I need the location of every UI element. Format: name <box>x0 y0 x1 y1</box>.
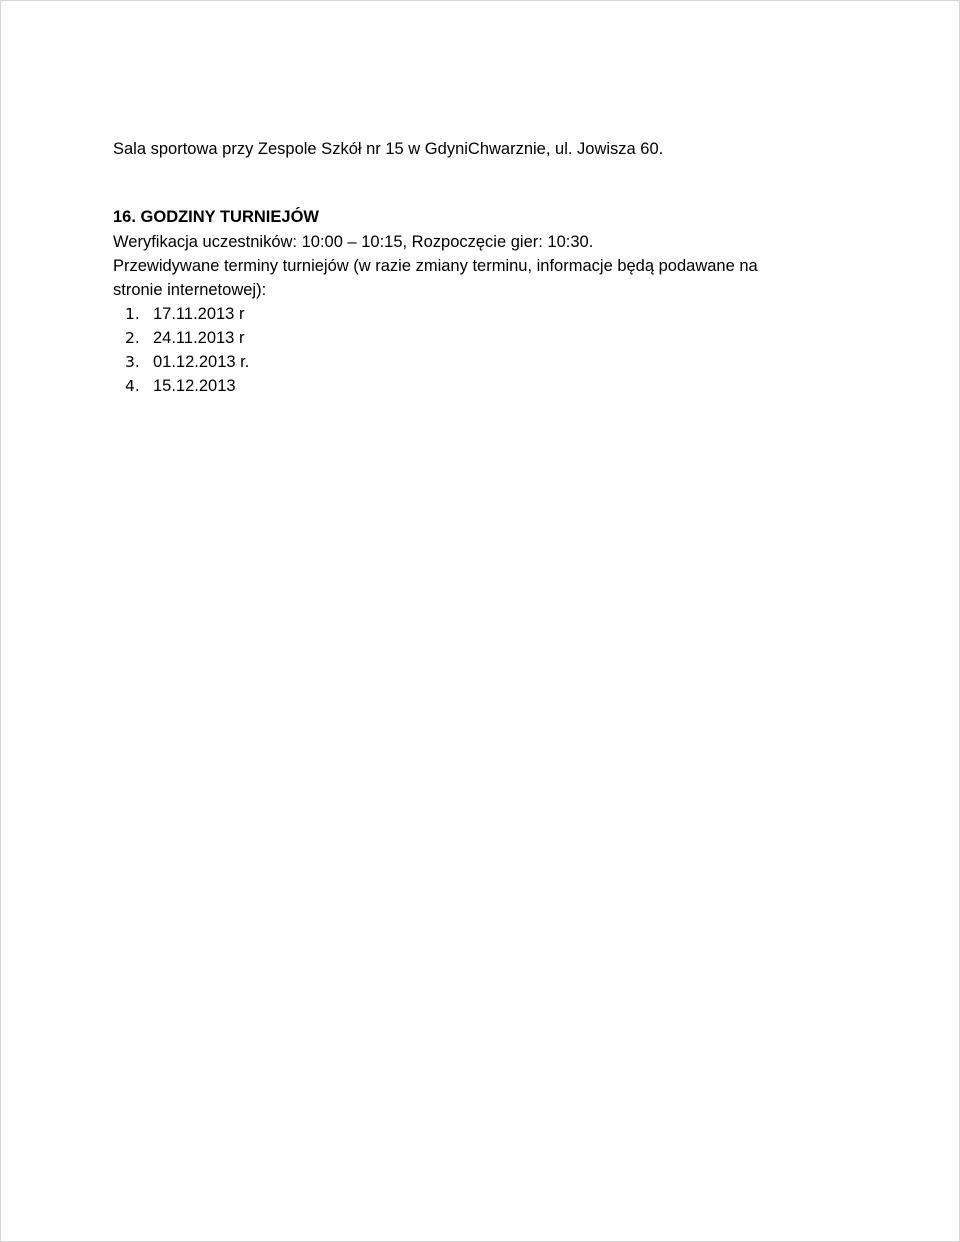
list-item <box>113 302 249 326</box>
section-heading: 16. GODZINY TURNIEJÓW <box>113 208 319 226</box>
forecast-text-line-2: stronie internetowej): <box>113 281 267 299</box>
list-item-number: 1. <box>125 305 140 323</box>
list-item-date: 24.11.2013 r <box>153 329 245 347</box>
list-item-number: 3. <box>125 353 140 371</box>
list-item-date: 15.12.2013 <box>153 377 236 395</box>
list-item <box>113 350 249 374</box>
schedule-times: Weryfikacja uczestników: 10:00 – 10:15, Rozpoczęcie gier: 10:30. <box>113 233 594 251</box>
list-item-number: 4. <box>125 377 140 395</box>
venue-address: Sala sportowa przy Zespole Szkół nr 15 w GdyniChwarznie, ul. Jowisza 60. <box>113 140 664 158</box>
list-item-date: 01.12.2013 r. <box>153 353 250 371</box>
tournament-dates-list <box>113 302 249 398</box>
list-item <box>113 374 249 398</box>
list-item-number: 2. <box>125 329 140 347</box>
list-item <box>113 326 249 350</box>
forecast-text-line-1: Przewidywane terminy turniejów (w razie zmiany terminu, informacje będą podawane na <box>113 257 758 275</box>
list-item-date: 17.11.2013 r <box>153 305 245 323</box>
